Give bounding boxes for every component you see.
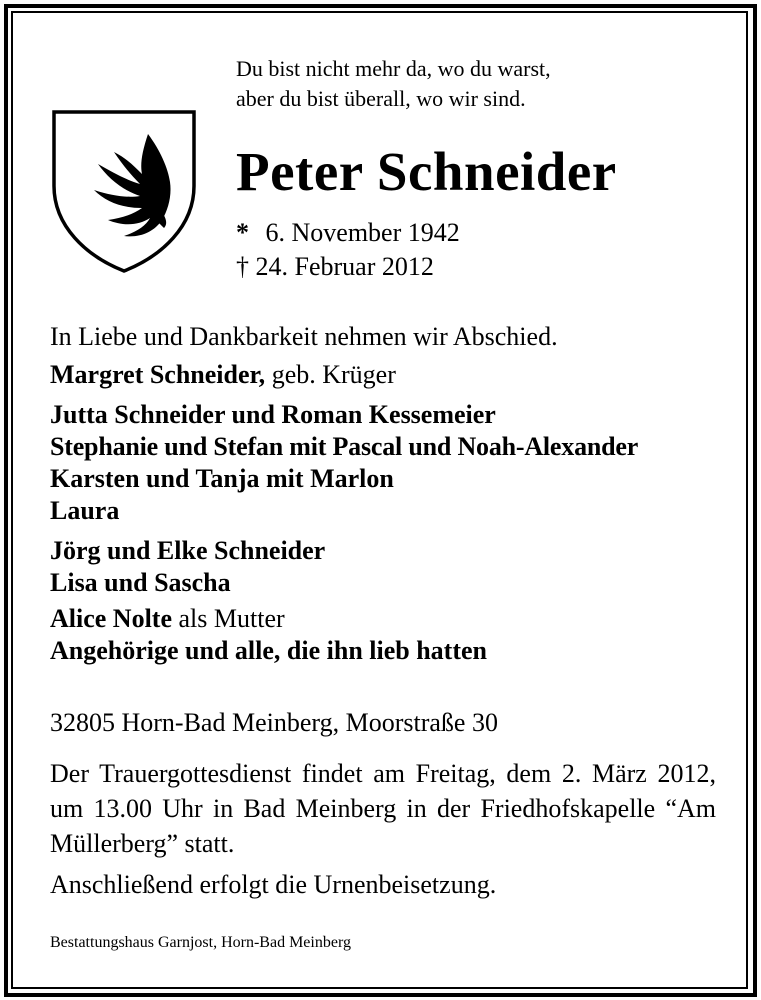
quote-line-1: Du bist nicht mehr da, wo du warst, [236, 56, 551, 81]
mourner-line-2: Stephanie und Stefan mit Pascal und Noah-Alexander [50, 432, 639, 461]
deceased-name: Peter Schneider [236, 141, 617, 202]
spouse-note: geb. Krüger [271, 360, 396, 389]
address: 32805 Horn-Bad Meinberg, Moorstraße 30 [50, 708, 498, 737]
mourner-spouse [50, 360, 396, 390]
farewell-intro: In Liebe und Dankbarkeit nehmen wir Abschied. [50, 322, 558, 351]
mourner-line-3: Karsten und Tanja mit Marlon [50, 464, 394, 493]
mourner-line-6: Lisa und Sascha [50, 568, 231, 597]
mourner-line-4: Laura [50, 496, 120, 525]
quote-line-2: aber du bist überall, wo wir sind. [236, 86, 526, 111]
mourner-mother [50, 604, 285, 634]
birth-value: 6. November 1942 [265, 218, 460, 247]
mourner-line-7: Angehörige und alle, die ihn lieb hatten [50, 636, 487, 665]
death-value: 24. Februar 2012 [255, 252, 434, 281]
antler-shield-icon [50, 108, 198, 274]
death-symbol: † [236, 252, 249, 281]
funeral-home: Bestattungshaus Garnjost, Horn-Bad Meinberg [50, 934, 351, 951]
spouse-name: Margret Schneider, [50, 360, 266, 389]
mourner-line-1: Jutta Schneider und Roman Kessemeier [50, 400, 496, 429]
burial-text: Anschließend erfolgt die Urnenbeisetzung. [50, 870, 497, 899]
death-date [236, 252, 434, 282]
mother-name: Alice Nolte [50, 604, 173, 633]
mourner-line-5: Jörg und Elke Schneider [50, 536, 326, 565]
birth-symbol: * [236, 218, 249, 247]
service-text: Der Trauergottesdienst findet am Freitag, dem 2. März 2012, um 13.00 Uhr in Bad Meinberg in der Friedhofskapelle “Am Müllerberg” statt. [50, 759, 716, 858]
birth-date [236, 218, 460, 248]
mother-note: als Mutter [178, 604, 285, 633]
